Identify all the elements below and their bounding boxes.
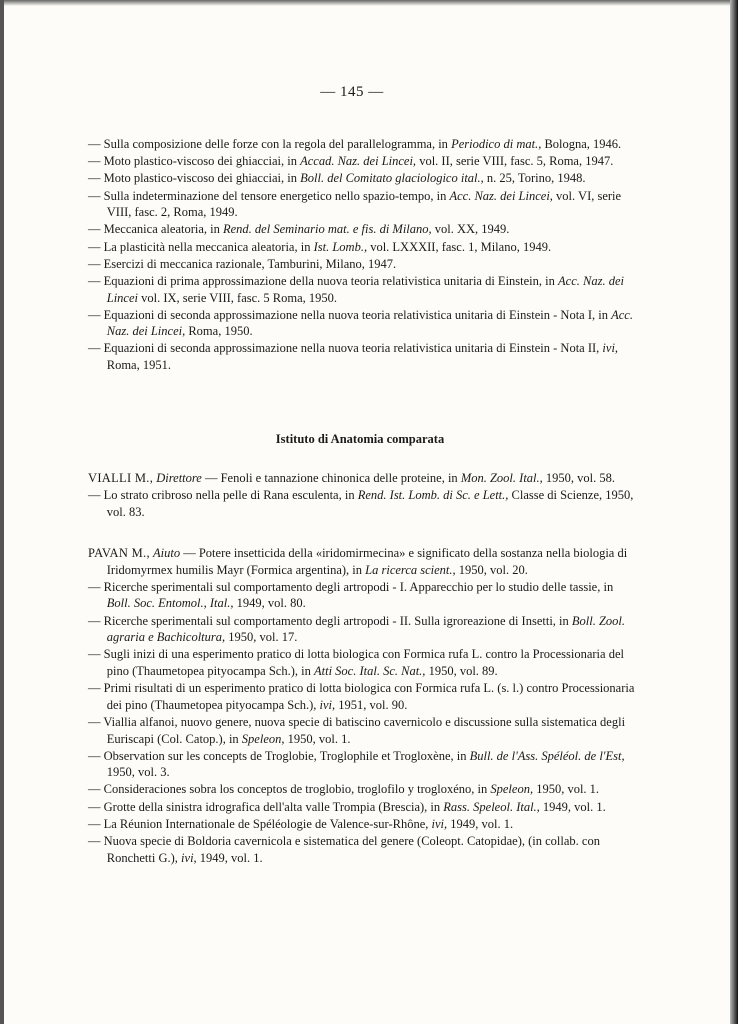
top-bibliography-list bbox=[88, 136, 640, 374]
bibliography-entry: — Sulla composizione delle forze con la regola del parallelogramma, in Periodico di mat., Bologna, 1946. bbox=[88, 137, 622, 151]
bibliography-entry: — Nuova specie di Boldoria cavernicola e sistematica del genere (Coleopt. Catopidae), (in collab. con Ronchetti G.), ivi, 1949, vol. 1. bbox=[88, 834, 600, 865]
bibliography-entry: — La Réunion Internationale de Spéléologie de Valence-sur-Rhône, ivi, 1949, vol. 1. bbox=[88, 816, 514, 831]
bibliography-entry: — Ricerche sperimentali sul comportamento degli artropodi - II. Sulla igroreazione di Insetti, in Boll. Zool. agraria e Bachicoltura, 1950, vol. 17. bbox=[88, 613, 626, 645]
bibliography-entry: — Sugli inizi di una esperimento pratico di lotta biologica con Formica rufa L. contro la Processionaria del pino (Thaumetopea pityocampa Sch.), in Atti Soc. Ital. Sc. Nat., 1950, vol. 89. bbox=[88, 647, 624, 678]
bibliography-entry: — La plasticità nella meccanica aleatoria, in Ist. Lomb., vol. LXXXII, fasc. 1, Milano, 1949. bbox=[88, 239, 552, 254]
section-heading: Istituto di Anatomia comparata bbox=[275, 432, 445, 446]
bibliography-entry: — Lo strato cribroso nella pelle di Rana esculenta, in Rend. Ist. Lomb. di Sc. e Lett., Classe di Scienze, 1950, vol. 83. bbox=[88, 488, 634, 519]
scan-top-edge bbox=[0, 0, 730, 6]
bibliography-entry: VIALLI M., Direttore — Fenoli e tannazione chinonica delle proteine, in Mon. Zool. Ital., 1950, vol. 58. bbox=[88, 471, 615, 485]
bibliography-entry: — Consideraciones sobra los conceptos de troglobio, troglofilo y trogloxéno, in Speleon, 1950, vol. 1. bbox=[88, 782, 600, 797]
author-role: Direttore bbox=[156, 471, 202, 485]
bibliography-entry: — Equazioni di seconda approssimazione nella nuova teoria relativistica unitaria di Einstein - Nota II, ivi, Roma, 1951. bbox=[88, 341, 619, 373]
bibliography-entry: — Observation sur les concepts de Troglobie, Troglophile et Trogloxène, in Bull. de l'Ass. Spéléol. de l'Est, 1950, vol. 3. bbox=[88, 748, 625, 780]
author-role: Aiuto bbox=[153, 546, 181, 560]
bibliography-entry: — Sulla indeterminazione del tensore energetico nello spazio-tempo, in Acc. Naz. dei Lincei, vol. VI, serie VIII, fasc. 2, Roma, 1949. bbox=[88, 188, 622, 220]
bibliography-entry: — Equazioni di prima approssimazione della nuova teoria relativistica unitaria di Einstein, in Acc. Naz. dei Lincei vol. IX, serie VIII, fasc. 5 Roma, 1950. bbox=[88, 273, 624, 305]
scan-left-edge bbox=[0, 0, 4, 1024]
bibliography-entry: PAVAN M., Aiuto — Potere insetticida della «iridomirmecina» e significato della sostanza nella biologia di Iridomyrmex humilis Mayr (Formica argentina), in La ricerca scient., 1950, vol. 20. bbox=[88, 546, 628, 577]
bibliography-entry: — Primi risultati di un esperimento pratico di lotta biologica con Formica rufa L. (s. l.) contro Processionaria dei pino (Thaumetopea pityocampa Sch.), ivi, 1951, vol. 90. bbox=[88, 681, 635, 712]
pavan-bibliography bbox=[88, 545, 640, 867]
bibliography-entry: — Viallia alfanoi, nuovo genere, nuova specie di batiscino cavernicolo e discussione sulla sistematica degli Euriscapi (Col. Catop.), in Speleon, 1950, vol. 1. bbox=[88, 714, 626, 746]
bibliography-entry: — Equazioni di seconda approssimazione nella nuova teoria relativistica unitaria di Einstein - Nota I, in Acc. Naz. dei Lincei, Roma, 1950. bbox=[88, 307, 633, 339]
bibliography-entry: — Grotte della sinistra idrografica dell'alta valle Trompia (Brescia), in Rass. Speleol. Ital., 1949, vol. 1. bbox=[88, 799, 606, 814]
author-name: PAVAN M., bbox=[88, 546, 150, 560]
vialli-bibliography bbox=[88, 470, 640, 521]
bibliography-entry: — Moto plastico-viscoso dei ghiacciai, in Accad. Naz. dei Lincei, vol. II, serie VIII, fasc. 5, Roma, 1947. bbox=[88, 154, 614, 169]
page-number: — 145 — bbox=[320, 84, 384, 100]
scan-right-edge bbox=[730, 0, 738, 1024]
bibliography-entry: — Ricerche sperimentali sul comportamento degli artropodi - I. Apparecchio per lo studio delle tassie, in Boll. Soc. Entomol., Ital., 1949, vol. 80. bbox=[88, 579, 614, 611]
bibliography-entry: — Meccanica aleatoria, in Rend. del Seminario mat. e fis. di Milano, vol. XX, 1949. bbox=[88, 222, 510, 237]
bibliography-entry: — Esercizi di meccanica razionale, Tamburini, Milano, 1947. bbox=[88, 256, 397, 271]
author-name: VIALLI M., bbox=[88, 471, 154, 485]
bibliography-entry: — Moto plastico-viscoso dei ghiacciai, in Boll. del Comitato glaciologico ital., n. 25, Torino, 1948. bbox=[88, 171, 586, 186]
